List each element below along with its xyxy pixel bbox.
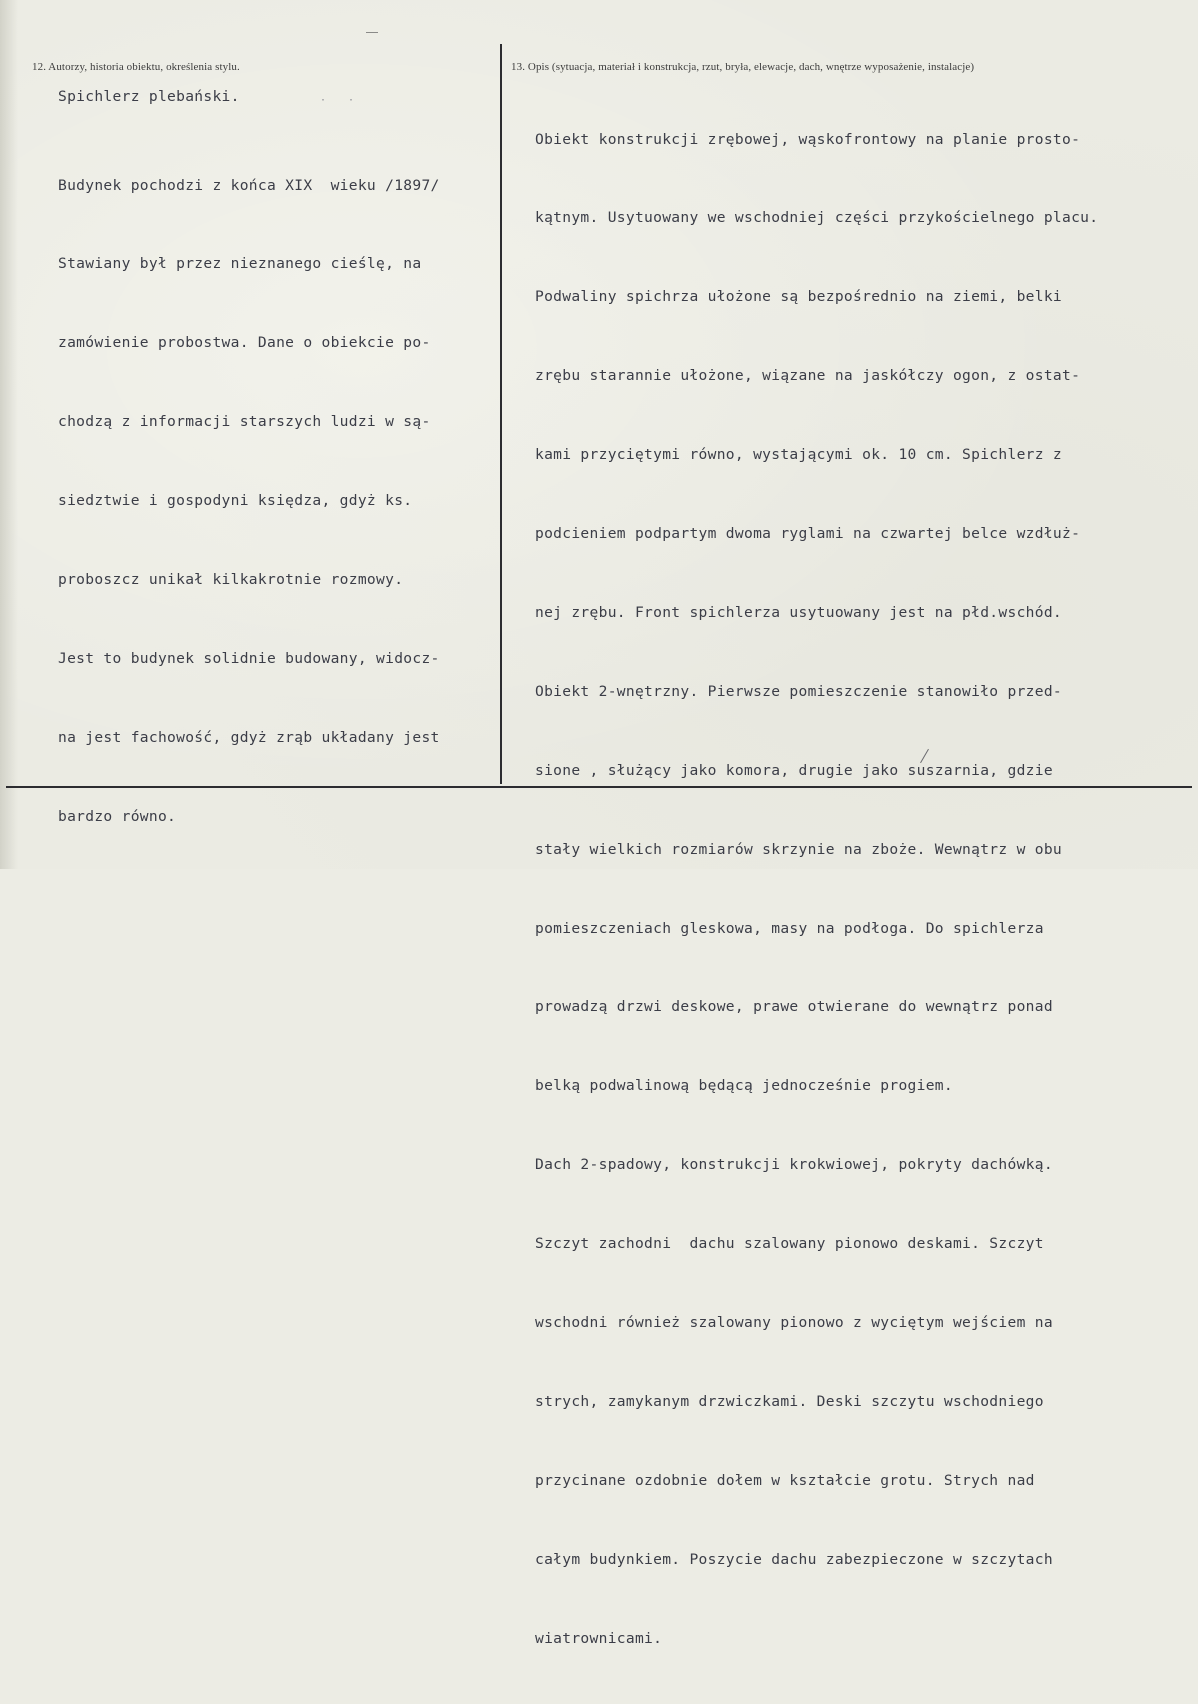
description-line: nej zrębu. Front spichlerza usytuowany jest na płd.wschód. — [535, 603, 1062, 621]
history-line: Budynek pochodzi z końca XIX wieku /1897/ — [58, 176, 440, 194]
history-line: Jest to budynek solidnie budowany, widocz- — [58, 649, 440, 667]
description-line: Szczyt zachodni dachu szalowany pionowo deskami. Szczyt — [535, 1235, 1044, 1253]
ink-specks: · · — [320, 95, 363, 106]
column-divider — [500, 44, 502, 784]
card-left-edge-shadow — [0, 0, 18, 869]
object-name: Spichlerz plebański. — [58, 88, 240, 105]
top-dash-mark — [366, 32, 378, 33]
description-line: Obiekt konstrukcji zrębowej, wąskofrontowy na planie prosto- — [535, 130, 1081, 148]
history-line: zamówienie probostwa. Dane o obiekcie po- — [58, 334, 431, 352]
description-text — [535, 74, 1098, 1704]
history-text — [58, 120, 440, 883]
history-line: na jest fachowość, gdyż zrąb układany jest — [58, 728, 440, 746]
description-line: całym budynkiem. Poszycie dachu zabezpieczone w szczytach — [535, 1550, 1053, 1568]
description-line: prowadzą drzwi deskowe, prawe otwierane do wewnątrz ponad — [535, 998, 1053, 1016]
history-line: chodzą z informacji starszych ludzi w są- — [58, 413, 431, 431]
description-line: przycinane ozdobnie dołem w kształcie grotu. Strych nad — [535, 1471, 1035, 1489]
description-line: wschodni również szalowany pionowo z wyciętym wejściem na — [535, 1313, 1053, 1331]
field-12-label: 12. Autorzy, historia obiektu, określenia stylu. — [32, 61, 240, 73]
description-line: podcieniem podpartym dwoma ryglami na czwartej belce wzdłuż- — [535, 525, 1081, 543]
description-line: Podwaliny spichrza ułożone są bezpośrednio na ziemi, belki — [535, 288, 1062, 306]
description-line: Obiekt 2-wnętrzny. Pierwsze pomieszczenie stanowiło przed- — [535, 682, 1062, 700]
field-13-label: 13. Opis (sytuacja, materiał i konstrukcja, rzut, bryła, elewacje, dach, wnętrze wyposażenie, instalacje) — [511, 61, 975, 73]
history-line: Stawiany był przez nieznanego cieślę, na — [58, 255, 422, 273]
description-line: belką podwalinową będącą jednocześnie progiem. — [535, 1077, 953, 1095]
description-line: strych, zamykanym drzwiczkami. Deski szczytu wschodniego — [535, 1392, 1044, 1410]
description-line: stały wielkich rozmiarów skrzynie na zboże. Wewnątrz w obu — [535, 840, 1062, 858]
description-line: sione , służący jako komora, drugie jako suszarnia, gdzie — [535, 761, 1053, 779]
description-line: wiatrownicami. — [535, 1629, 663, 1647]
description-line: zrębu starannie ułożone, wiązane na jaskółczy ogon, z ostat- — [535, 367, 1081, 385]
description-line: pomieszczeniach gleskowa, masy na podłoga. Do spichlerza — [535, 919, 1044, 937]
description-line: kątnym. Usytuowany we wschodniej części przykościelnego placu. — [535, 209, 1099, 227]
history-line: siedztwie i gospodyni księdza, gdyż ks. — [58, 492, 413, 510]
history-line: proboszcz unikał kilkakrotnie rozmowy. — [58, 571, 404, 589]
description-line: Dach 2-spadowy, konstrukcji krokwiowej, pokryty dachówką. — [535, 1156, 1053, 1174]
history-line: bardzo równo. — [58, 807, 177, 825]
description-line: kami przyciętymi równo, wystającymi ok. 10 cm. Spichlerz z — [535, 446, 1062, 464]
